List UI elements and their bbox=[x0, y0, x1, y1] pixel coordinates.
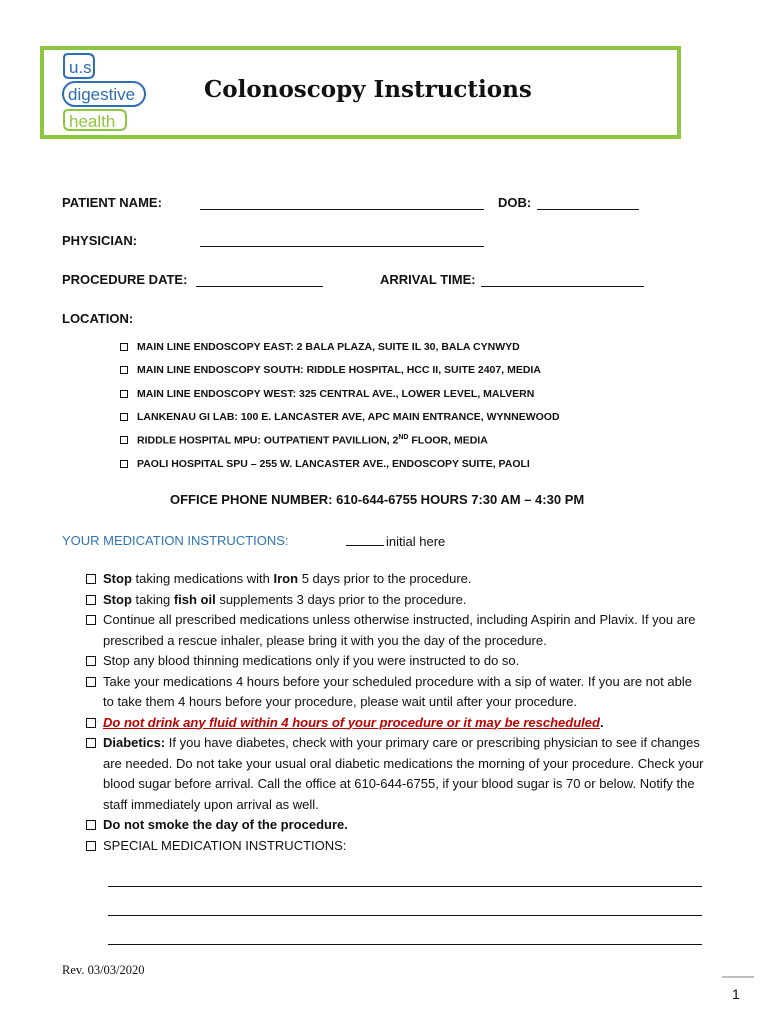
location-text: RIDDLE HOSPITAL MPU: OUTPATIENT PAVILLION, 2ND FLOOR, MEDIA bbox=[137, 434, 488, 447]
arrival-time-field[interactable] bbox=[481, 286, 644, 287]
page-title: Colonoscopy Instructions bbox=[204, 76, 532, 103]
location-text: MAIN LINE ENDOSCOPY EAST: 2 BALA PLAZA, SUITE IL 30, BALA CYNWYD bbox=[137, 341, 520, 353]
revision-date: Rev. 03/03/2020 bbox=[62, 963, 145, 977]
checkbox[interactable] bbox=[86, 841, 96, 851]
checkbox[interactable] bbox=[120, 366, 128, 374]
checkbox[interactable] bbox=[86, 615, 96, 625]
location-label: LOCATION: bbox=[62, 311, 134, 326]
special-instructions-line[interactable] bbox=[108, 944, 702, 945]
logo-text-digestive: digestive bbox=[68, 85, 136, 104]
checkbox[interactable] bbox=[120, 390, 128, 398]
checkbox[interactable] bbox=[86, 656, 96, 666]
initial-here[interactable]: initial here bbox=[346, 533, 445, 549]
arrival-time-label: ARRIVAL TIME: bbox=[380, 272, 476, 287]
checkbox[interactable] bbox=[86, 820, 96, 830]
special-instructions-line[interactable] bbox=[108, 915, 702, 916]
checkbox[interactable] bbox=[120, 343, 128, 351]
checkbox[interactable] bbox=[120, 413, 128, 421]
physician-label: PHYSICIAN: bbox=[62, 233, 138, 248]
page-number: 1 bbox=[732, 986, 740, 1002]
medication-item: SPECIAL MEDICATION INSTRUCTIONS: bbox=[86, 836, 706, 857]
location-text: MAIN LINE ENDOSCOPY SOUTH: RIDDLE HOSPITAL, HCC II, SUITE 2407, MEDIA bbox=[137, 364, 541, 376]
medication-item: Do not smoke the day of the procedure. bbox=[86, 815, 706, 836]
no-fluid-warning: Do not drink any fluid within 4 hours of your procedure or it may be rescheduled bbox=[103, 714, 600, 730]
medication-item: Do not drink any fluid within 4 hours of your procedure or it may be rescheduled. bbox=[86, 713, 706, 734]
location-text: MAIN LINE ENDOSCOPY WEST: 325 CENTRAL AVE., LOWER LEVEL, MALVERN bbox=[137, 388, 535, 400]
physician-field[interactable] bbox=[200, 246, 484, 247]
location-option[interactable] bbox=[120, 341, 520, 353]
page-number-divider bbox=[722, 976, 754, 978]
procedure-date-field[interactable] bbox=[196, 286, 323, 287]
patient-name-label: PATIENT NAME: bbox=[62, 195, 162, 210]
location-option[interactable] bbox=[120, 434, 488, 447]
location-text: LANKENAU GI LAB: 100 E. LANCASTER AVE, APC MAIN ENTRANCE, WYNNEWOOD bbox=[137, 411, 560, 423]
logo-text-us: u.s. bbox=[69, 58, 97, 77]
procedure-date-label: PROCEDURE DATE: bbox=[62, 272, 188, 287]
dob-label: DOB: bbox=[498, 195, 532, 210]
medication-item: Stop any blood thinning medications only if you were instructed to do so. bbox=[86, 651, 706, 672]
checkbox[interactable] bbox=[86, 677, 96, 687]
logo-text-health: health bbox=[69, 112, 116, 131]
initial-blank[interactable] bbox=[346, 533, 384, 546]
checkbox[interactable] bbox=[86, 738, 96, 748]
checkbox[interactable] bbox=[120, 436, 128, 444]
medication-item: Diabetics: If you have diabetes, check with your primary care or prescribing physician to see if changes are needed. Do not take your usual oral diabetic medications the morning of your procedure. Check your blood sugar before arrival. Call the office at 610-644-6755, if your blood sugar is 70 or below. Notify the staff immediately upon arrival as well. bbox=[86, 733, 706, 815]
location-text: PAOLI HOSPITAL SPU – 255 W. LANCASTER AVE., ENDOSCOPY SUITE, PAOLI bbox=[137, 458, 530, 470]
medication-heading: YOUR MEDICATION INSTRUCTIONS: bbox=[62, 533, 289, 548]
checkbox[interactable] bbox=[86, 574, 96, 584]
dob-field[interactable] bbox=[537, 209, 639, 210]
checkbox[interactable] bbox=[86, 595, 96, 605]
location-option[interactable] bbox=[120, 411, 560, 423]
location-option[interactable] bbox=[120, 388, 534, 400]
special-instructions-line[interactable] bbox=[108, 886, 702, 887]
checkbox[interactable] bbox=[86, 718, 96, 728]
office-phone-hours: OFFICE PHONE NUMBER: 610-644-6755 HOURS 7:30 AM – 4:30 PM bbox=[170, 492, 585, 507]
location-option[interactable] bbox=[120, 364, 541, 376]
medication-list bbox=[86, 569, 706, 856]
medication-item: Take your medications 4 hours before your scheduled procedure with a sip of water. If you are not able to take them 4 hours before your procedure, please wait until after your procedure. bbox=[86, 672, 706, 713]
medication-item: Stop taking medications with Iron 5 days prior to the procedure. bbox=[86, 569, 706, 590]
medication-item: Stop taking fish oil supplements 3 days prior to the procedure. bbox=[86, 590, 706, 611]
patient-name-field[interactable] bbox=[200, 209, 484, 210]
checkbox[interactable] bbox=[120, 460, 128, 468]
us-digestive-health-logo bbox=[60, 52, 152, 132]
medication-item: Continue all prescribed medications unless otherwise instructed, including Aspirin and Plavix. If you are prescribed a rescue inhaler, please bring it with you the day of the procedure. bbox=[86, 610, 706, 651]
location-option[interactable] bbox=[120, 458, 530, 470]
